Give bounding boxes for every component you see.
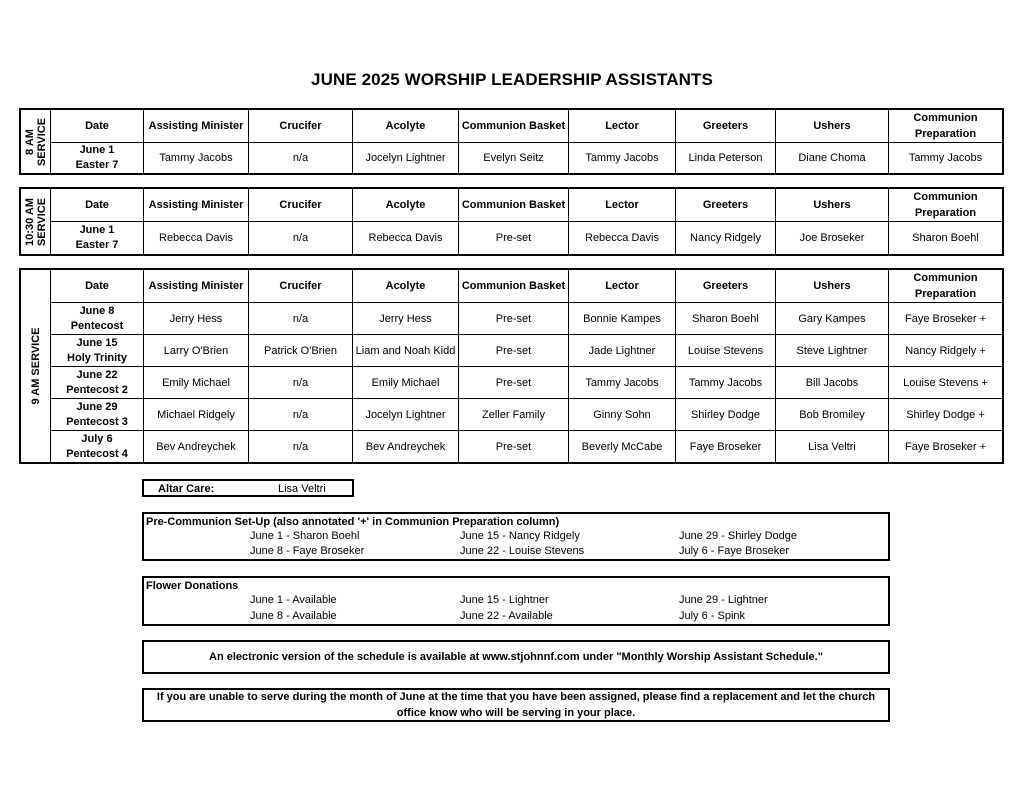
table-cell: Pre-set (459, 367, 569, 399)
list-item: July 6 - Spink (679, 610, 746, 622)
list-item: June 15 - Nancy Ridgely (460, 530, 580, 542)
table-cell: Patrick O'Brien (249, 335, 353, 367)
table-cell: Nancy Ridgely (676, 222, 776, 255)
altar-care-label: Altar Care: (158, 483, 215, 495)
altar-care-box (142, 479, 354, 497)
schedule-table-8am (20, 109, 1003, 174)
col-header: Assisting Minister (144, 270, 249, 303)
col-header: Crucifer (249, 110, 353, 143)
date-cell: June 1 Easter 7 (51, 222, 144, 255)
table-cell: n/a (249, 367, 353, 399)
table-row (21, 335, 1003, 367)
table-cell: Lisa Veltri (776, 431, 889, 463)
col-header: Assisting Minister (144, 189, 249, 222)
date-cell: June 29 Pentecost 3 (51, 399, 144, 431)
table-cell: Faye Broseker (676, 431, 776, 463)
table-cell: Pre-set (459, 222, 569, 255)
table-cell: Pre-set (459, 303, 569, 335)
table-cell: Shirley Dodge (676, 399, 776, 431)
col-header: Communion Basket (459, 189, 569, 222)
table-cell: Joe Broseker (776, 222, 889, 255)
table-cell: Bill Jacobs (776, 367, 889, 399)
col-header: Date (51, 110, 144, 143)
table-cell: Tammy Jacobs (676, 367, 776, 399)
table-cell: Shirley Dodge + (889, 399, 1003, 431)
table-cell: n/a (249, 222, 353, 255)
col-header: Lector (569, 270, 676, 303)
table-cell: Rebecca Davis (144, 222, 249, 255)
table-cell: Bev Andreychek (353, 431, 459, 463)
table-cell: Beverly McCabe (569, 431, 676, 463)
table-cell: Rebecca Davis (569, 222, 676, 255)
service-label: 9 AM SERVICE (21, 270, 51, 463)
service-label: 8 AM SERVICE (21, 110, 51, 174)
table-cell: Louise Stevens + (889, 367, 1003, 399)
col-header: Greeters (676, 110, 776, 143)
col-header: Lector (569, 110, 676, 143)
col-header: Greeters (676, 270, 776, 303)
table-cell: Tammy Jacobs (569, 143, 676, 174)
list-item: June 8 - Faye Broseker (250, 545, 365, 557)
date-cell: June 22 Pentecost 2 (51, 367, 144, 399)
date-cell: June 1 Easter 7 (51, 143, 144, 174)
col-header: Date (51, 270, 144, 303)
table-row (21, 399, 1003, 431)
table-cell: Pre-set (459, 335, 569, 367)
table-cell: Gary Kampes (776, 303, 889, 335)
col-header: Communion Basket (459, 110, 569, 143)
flower-donations-heading: Flower Donations (146, 580, 239, 592)
col-header: Ushers (776, 189, 889, 222)
col-header: Communion Basket (459, 270, 569, 303)
table-cell: Tammy Jacobs (144, 143, 249, 174)
col-header: Crucifer (249, 270, 353, 303)
table-cell: Ginny Sohn (569, 399, 676, 431)
table-cell: Tammy Jacobs (889, 143, 1003, 174)
table-cell: Jade Lightner (569, 335, 676, 367)
flower-donations-box (142, 576, 890, 626)
col-header: Greeters (676, 189, 776, 222)
list-item: June 1 - Sharon Boehl (250, 530, 360, 542)
list-item: June 15 - Lightner (460, 594, 549, 606)
list-item: June 22 - Available (460, 610, 553, 622)
col-header: Acolyte (353, 189, 459, 222)
col-header: Assisting Minister (144, 110, 249, 143)
col-header: Crucifer (249, 189, 353, 222)
table-cell: Sharon Boehl (889, 222, 1003, 255)
list-item: June 29 - Shirley Dodge (679, 530, 798, 542)
pre-communion-box (142, 512, 890, 561)
table-cell: Zeller Family (459, 399, 569, 431)
altar-care-name: Lisa Veltri (278, 483, 326, 495)
list-item: July 6 - Faye Broseker (679, 545, 790, 557)
table-cell: Louise Stevens (676, 335, 776, 367)
table-cell: Jerry Hess (144, 303, 249, 335)
table-cell: n/a (249, 143, 353, 174)
table-row (21, 222, 1003, 255)
table-cell: n/a (249, 399, 353, 431)
table-cell: Faye Broseker + (889, 303, 1003, 335)
service-label: 10:30 AM SERVICE (21, 189, 51, 255)
col-header: Ushers (776, 270, 889, 303)
table-row (21, 143, 1003, 174)
table-cell: n/a (249, 303, 353, 335)
col-header: Communion Preparation (889, 110, 1003, 143)
list-item: June 29 - Lightner (679, 594, 768, 606)
table-cell: Faye Broseker + (889, 431, 1003, 463)
electronic-schedule-note: An electronic version of the schedule is available at www.stjohnnf.com under "Monthly Worship Assistant Schedule." (142, 640, 890, 674)
table-cell: Steve Lightner (776, 335, 889, 367)
date-cell: June 15 Holy Trinity (51, 335, 144, 367)
table-cell: Liam and Noah Kidd (353, 335, 459, 367)
table-cell: Linda Peterson (676, 143, 776, 174)
table-cell: Emily Michael (144, 367, 249, 399)
date-cell: July 6 Pentecost 4 (51, 431, 144, 463)
table-cell: Jocelyn Lightner (353, 399, 459, 431)
page-title: JUNE 2025 WORSHIP LEADERSHIP ASSISTANTS (311, 70, 713, 89)
table-cell: Sharon Boehl (676, 303, 776, 335)
table-row (21, 431, 1003, 463)
col-header: Communion Preparation (889, 189, 1003, 222)
schedule-table-9am (20, 269, 1003, 463)
table-cell: Bonnie Kampes (569, 303, 676, 335)
replacement-note: If you are unable to serve during the month of June at the time that you have been assigned, please find a replacement and let the church office know who will be serving in your place. (142, 688, 890, 722)
table-cell: Diane Choma (776, 143, 889, 174)
table-cell: Tammy Jacobs (569, 367, 676, 399)
col-header: Ushers (776, 110, 889, 143)
table-cell: Jerry Hess (353, 303, 459, 335)
col-header: Date (51, 189, 144, 222)
col-header: Acolyte (353, 110, 459, 143)
col-header: Lector (569, 189, 676, 222)
table-cell: Jocelyn Lightner (353, 143, 459, 174)
col-header: Acolyte (353, 270, 459, 303)
table-cell: Pre-set (459, 431, 569, 463)
table-cell: Larry O'Brien (144, 335, 249, 367)
table-cell: Michael Ridgely (144, 399, 249, 431)
table-cell: Nancy Ridgely + (889, 335, 1003, 367)
table-cell: Bob Bromiley (776, 399, 889, 431)
col-header: Communion Preparation (889, 270, 1003, 303)
table-row (21, 303, 1003, 335)
table-row (21, 367, 1003, 399)
table-cell: n/a (249, 431, 353, 463)
table-cell: Evelyn Seitz (459, 143, 569, 174)
table-cell: Emily Michael (353, 367, 459, 399)
list-item: June 1 - Available (250, 594, 337, 606)
date-cell: June 8 Pentecost (51, 303, 144, 335)
table-cell: Rebecca Davis (353, 222, 459, 255)
list-item: June 22 - Louise Stevens (460, 545, 585, 557)
pre-communion-heading: Pre-Communion Set-Up (also annotated '+' in Communion Preparation column) (146, 516, 560, 528)
schedule-table-1030am (20, 188, 1003, 255)
table-cell: Bev Andreychek (144, 431, 249, 463)
list-item: June 8 - Available (250, 610, 337, 622)
